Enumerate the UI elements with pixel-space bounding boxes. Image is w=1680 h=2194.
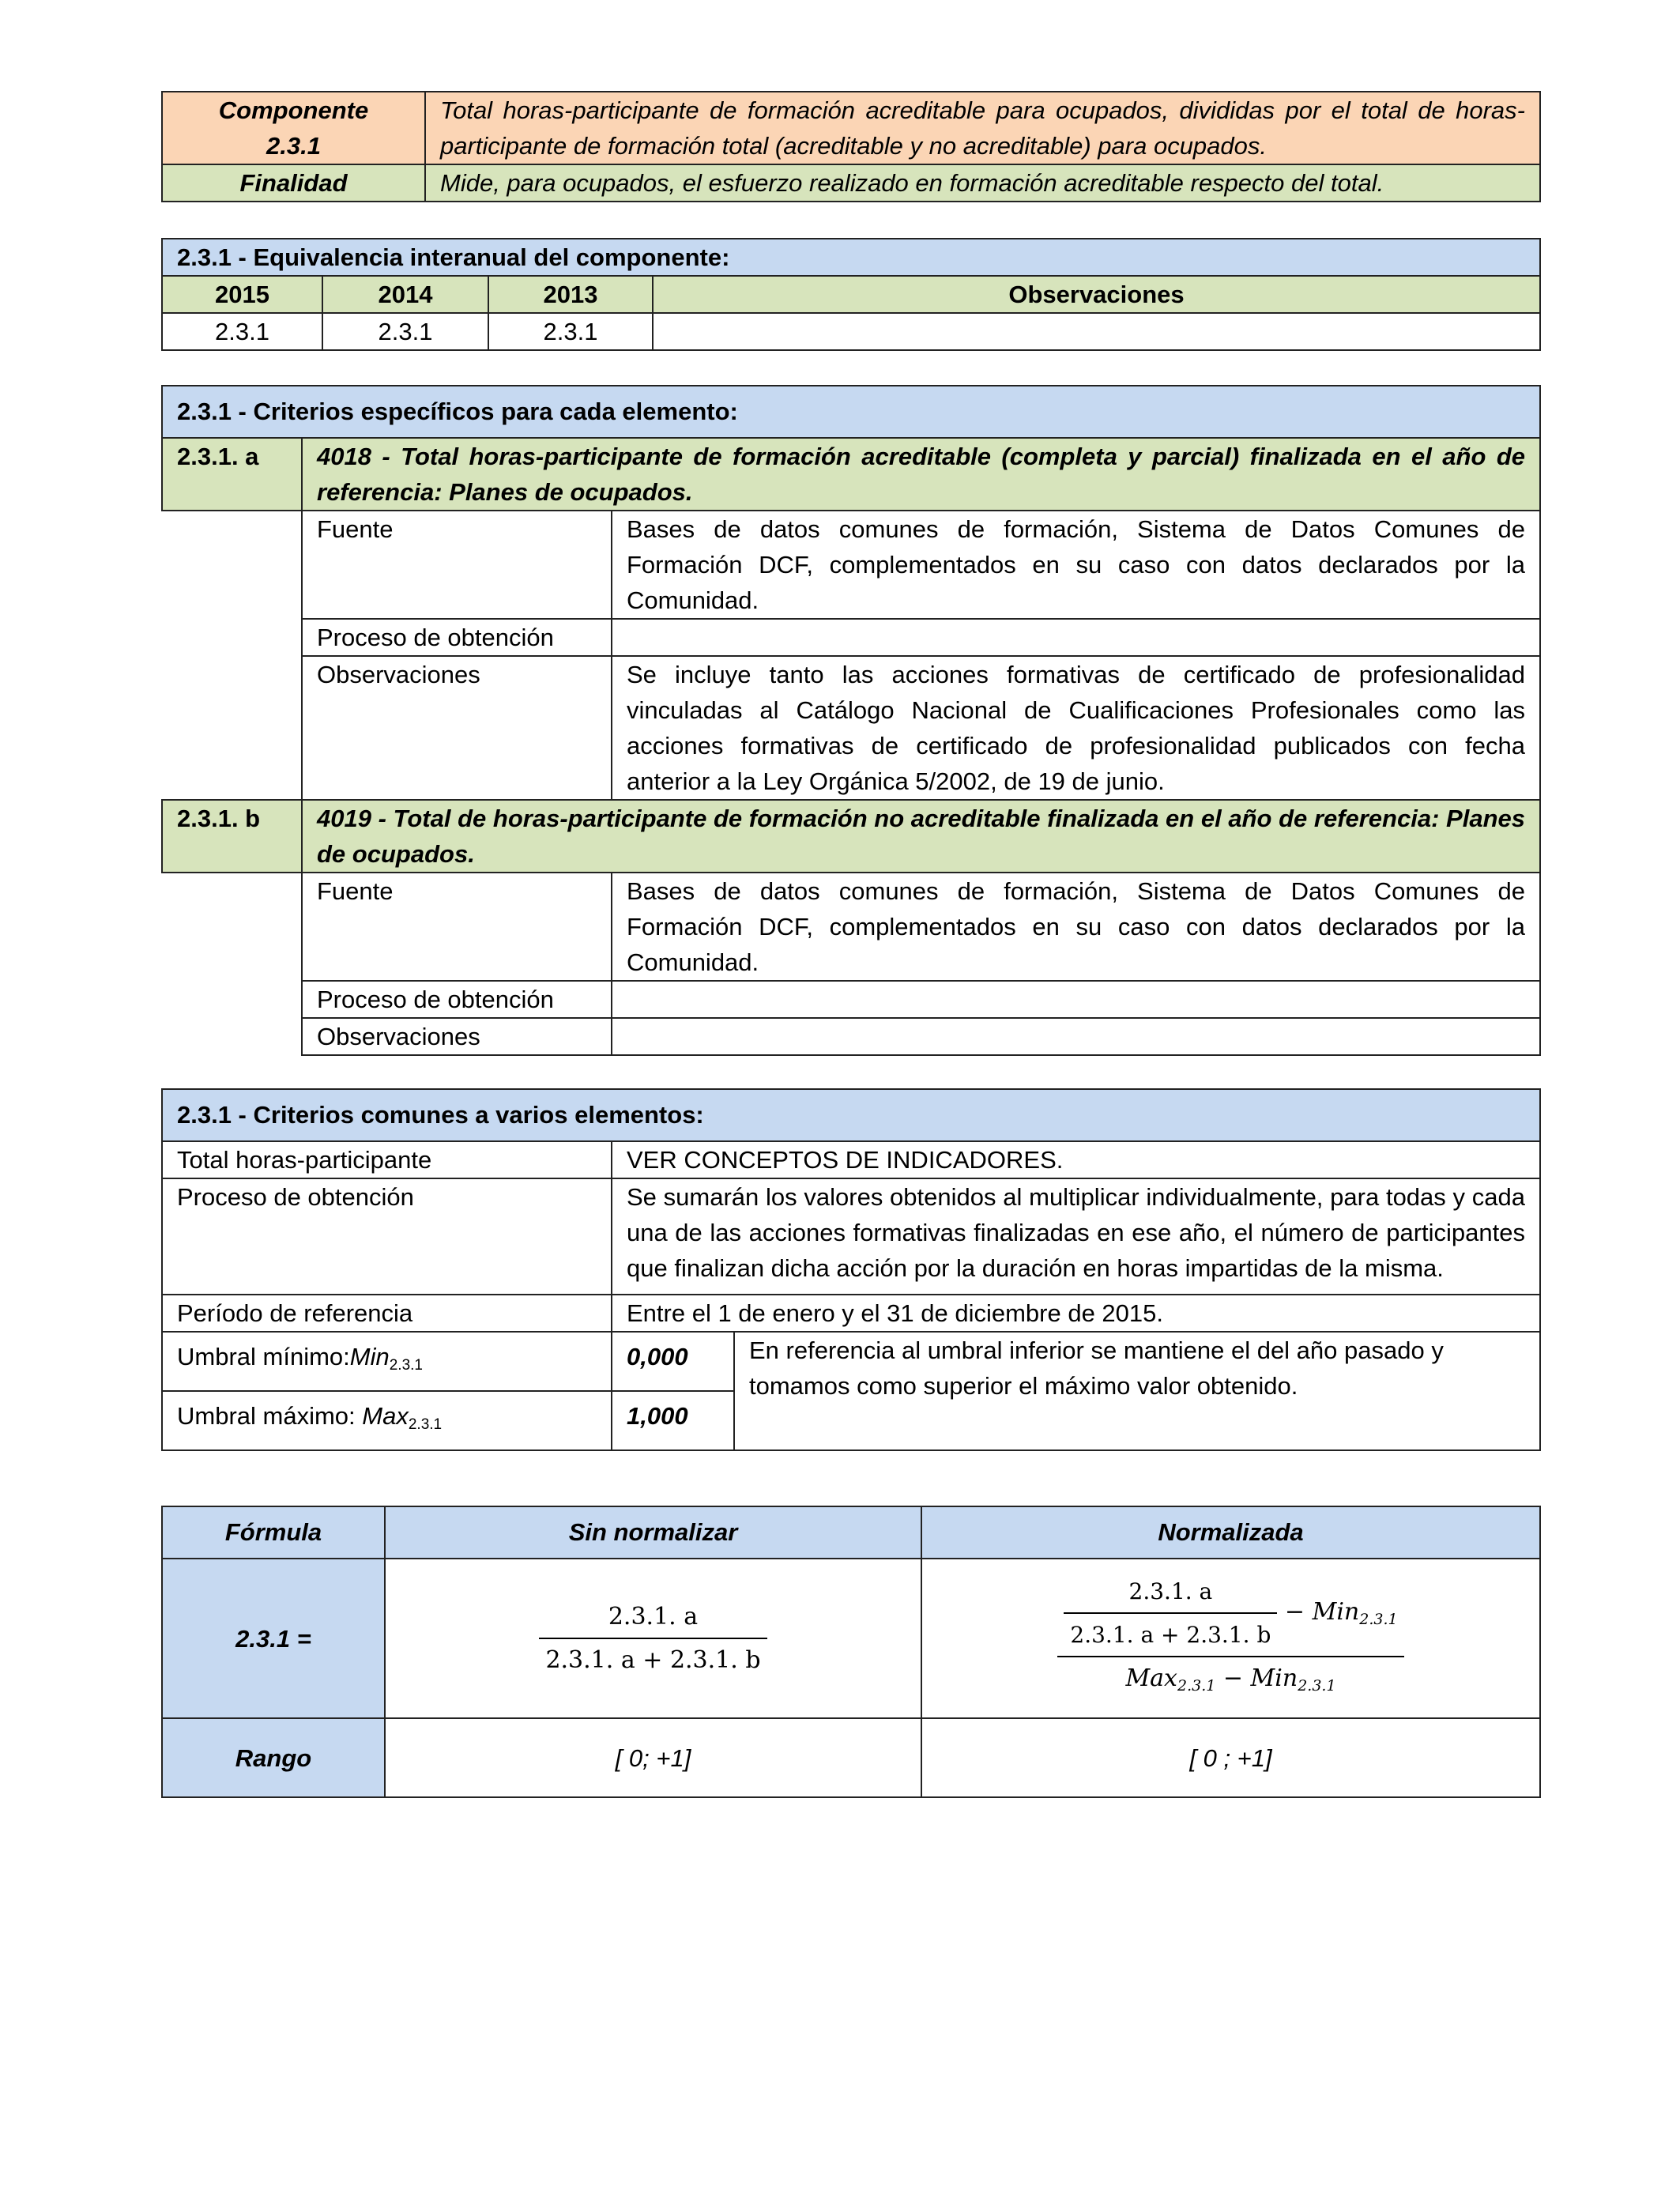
rango-sin-normalizar: [ 0; +1] xyxy=(385,1718,921,1797)
total-label: Total horas-participante xyxy=(162,1141,612,1178)
umbral-note: En referencia al umbral inferior se mantiene el del año pasado y tomamos como superior el máximo valor obtenido. xyxy=(734,1332,1540,1450)
norm-numerator xyxy=(1057,1574,1403,1657)
umbral-max-subscript: 2.3.1 xyxy=(408,1416,443,1433)
element-b-fuente-value: Bases de datos comunes de formación, Sistema de Datos Comunes de Formación DCF, complementados en su caso con datos declarados por la Comunidad. xyxy=(612,873,1540,981)
formula-sin-normalizar xyxy=(385,1559,921,1718)
normalizada-fraction xyxy=(1057,1574,1403,1704)
sin-numerator-text: 2.3.1. a xyxy=(608,1603,699,1630)
umbral-min-text: Umbral mínimo: xyxy=(177,1343,350,1370)
componente-description: Total horas-participante de formación acreditable para ocupados, divididas por el total de horas-participante de formación total (acreditable y no acreditable) para ocupados. xyxy=(425,92,1540,164)
element-b-proceso-label: Proceso de obtención xyxy=(302,981,612,1018)
proceso-label: Proceso de obtención xyxy=(162,1178,612,1295)
norm-den-max-sub: 2.3.1 xyxy=(1177,1676,1216,1695)
element-b-fuente-label: Fuente xyxy=(302,873,612,981)
component-header-table xyxy=(161,91,1541,202)
element-a-spacer xyxy=(162,511,302,800)
criterios-especificos-table xyxy=(161,385,1541,1056)
rango-normalizada: [ 0 ; +1] xyxy=(921,1718,1540,1797)
col-normalizada: Normalizada xyxy=(921,1506,1540,1559)
norm-den-min-sub: 2.3.1 xyxy=(1298,1676,1336,1695)
criterios-comunes-title: 2.3.1 - Criterios comunes a varios elementos: xyxy=(162,1089,1540,1141)
norm-inner-numerator: 2.3.1. a xyxy=(1064,1574,1277,1614)
sin-denominator xyxy=(539,1639,767,1678)
sin-normalizar-fraction xyxy=(539,1599,767,1678)
formula-row-label: 2.3.1 = xyxy=(162,1559,385,1718)
col-formula: Fórmula xyxy=(162,1506,385,1559)
finalidad-description: Mide, para ocupados, el esfuerzo realizado en formación acreditable respecto del total. xyxy=(425,164,1540,202)
col-2014: 2014 xyxy=(322,276,488,313)
norm-minus-min-sub: 2.3.1 xyxy=(1359,1610,1398,1628)
element-a-title: 4018 - Total horas-participante de formación acreditable (completa y parcial) finalizada en el año de referencia: Planes de ocupados. xyxy=(302,438,1540,511)
cell-2015: 2.3.1 xyxy=(162,313,322,350)
norm-minus-min: − Min xyxy=(1284,1597,1360,1626)
umbral-min-symbol: Min xyxy=(349,1343,390,1370)
norm-inner-denominator: 2.3.1. a + 2.3.1. b xyxy=(1070,1621,1271,1648)
norm-inner-fraction xyxy=(1064,1574,1277,1653)
element-a-fuente-value: Bases de datos comunes de formación, Sistema de Datos Comunes de Formación DCF, complementados en su caso con datos declarados por la Comunidad. xyxy=(612,511,1540,619)
umbral-min-label xyxy=(162,1332,612,1391)
element-b-observaciones-label: Observaciones xyxy=(302,1018,612,1055)
element-a-proceso-value xyxy=(612,619,1540,656)
equivalencia-title: 2.3.1 - Equivalencia interanual del componente: xyxy=(162,239,1540,276)
col-2013: 2013 xyxy=(488,276,653,313)
element-b-proceso-value xyxy=(612,981,1540,1018)
cell-2013: 2.3.1 xyxy=(488,313,653,350)
col-2015: 2015 xyxy=(162,276,322,313)
equivalencia-table xyxy=(161,238,1541,351)
element-a-observaciones-label: Observaciones xyxy=(302,656,612,800)
proceso-value: Se sumarán los valores obtenidos al multiplicar individualmente, para todas y cada una de las acciones formativas finalizadas en ese año, el número de participantes que finalizan dicha acción por la duración en horas impartidas de la misma. xyxy=(612,1178,1540,1295)
col-observaciones: Observaciones xyxy=(653,276,1540,313)
criterios-especificos-title: 2.3.1 - Criterios específicos para cada elemento: xyxy=(162,386,1540,438)
criterios-comunes-table xyxy=(161,1088,1541,1451)
col-sin-normalizar: Sin normalizar xyxy=(385,1506,921,1559)
umbral-min-value: 0,000 xyxy=(612,1332,734,1391)
finalidad-label: Finalidad xyxy=(162,164,425,202)
element-b-spacer xyxy=(162,873,302,1055)
formula-normalizada xyxy=(921,1559,1540,1718)
norm-den-max: Max xyxy=(1125,1664,1177,1692)
element-a-fuente-label: Fuente xyxy=(302,511,612,619)
umbral-min-subscript: 2.3.1 xyxy=(389,1357,423,1374)
sin-numerator xyxy=(539,1599,767,1639)
element-a-code: 2.3.1. a xyxy=(162,438,302,511)
norm-denominator xyxy=(1057,1657,1403,1704)
umbral-max-label xyxy=(162,1391,612,1450)
umbral-max-symbol: Max xyxy=(362,1402,409,1430)
umbral-max-value: 1,000 xyxy=(612,1391,734,1450)
total-value: VER CONCEPTOS DE INDICADORES. xyxy=(612,1141,1540,1178)
cell-2014: 2.3.1 xyxy=(322,313,488,350)
norm-den-min: − Min xyxy=(1215,1664,1298,1692)
cell-observaciones xyxy=(653,313,1540,350)
periodo-label: Período de referencia xyxy=(162,1295,612,1332)
componente-label: Componente 2.3.1 xyxy=(162,92,425,164)
element-a-proceso-label: Proceso de obtención xyxy=(302,619,612,656)
element-b-title: 4019 - Total de horas-participante de formación no acreditable finalizada en el año de referencia: Planes de ocupados. xyxy=(302,800,1540,873)
umbral-max-text: Umbral máximo: xyxy=(177,1402,363,1430)
element-b-code: 2.3.1. b xyxy=(162,800,302,873)
element-a-observaciones-value: Se incluye tanto las acciones formativas de certificado de profesionalidad vinculadas al Catálogo Nacional de Cualificaciones Profesionales como las acciones formativas de certificado de profesionalidad publicados con fecha anterior a la Ley Orgánica 5/2002, de 19 de junio. xyxy=(612,656,1540,800)
element-b-observaciones-value xyxy=(612,1018,1540,1055)
periodo-value: Entre el 1 de enero y el 31 de diciembre de 2015. xyxy=(612,1295,1540,1332)
formula-table xyxy=(161,1506,1541,1798)
rango-label: Rango xyxy=(162,1718,385,1797)
sin-denominator-text: 2.3.1. a + 2.3.1. b xyxy=(545,1646,761,1674)
